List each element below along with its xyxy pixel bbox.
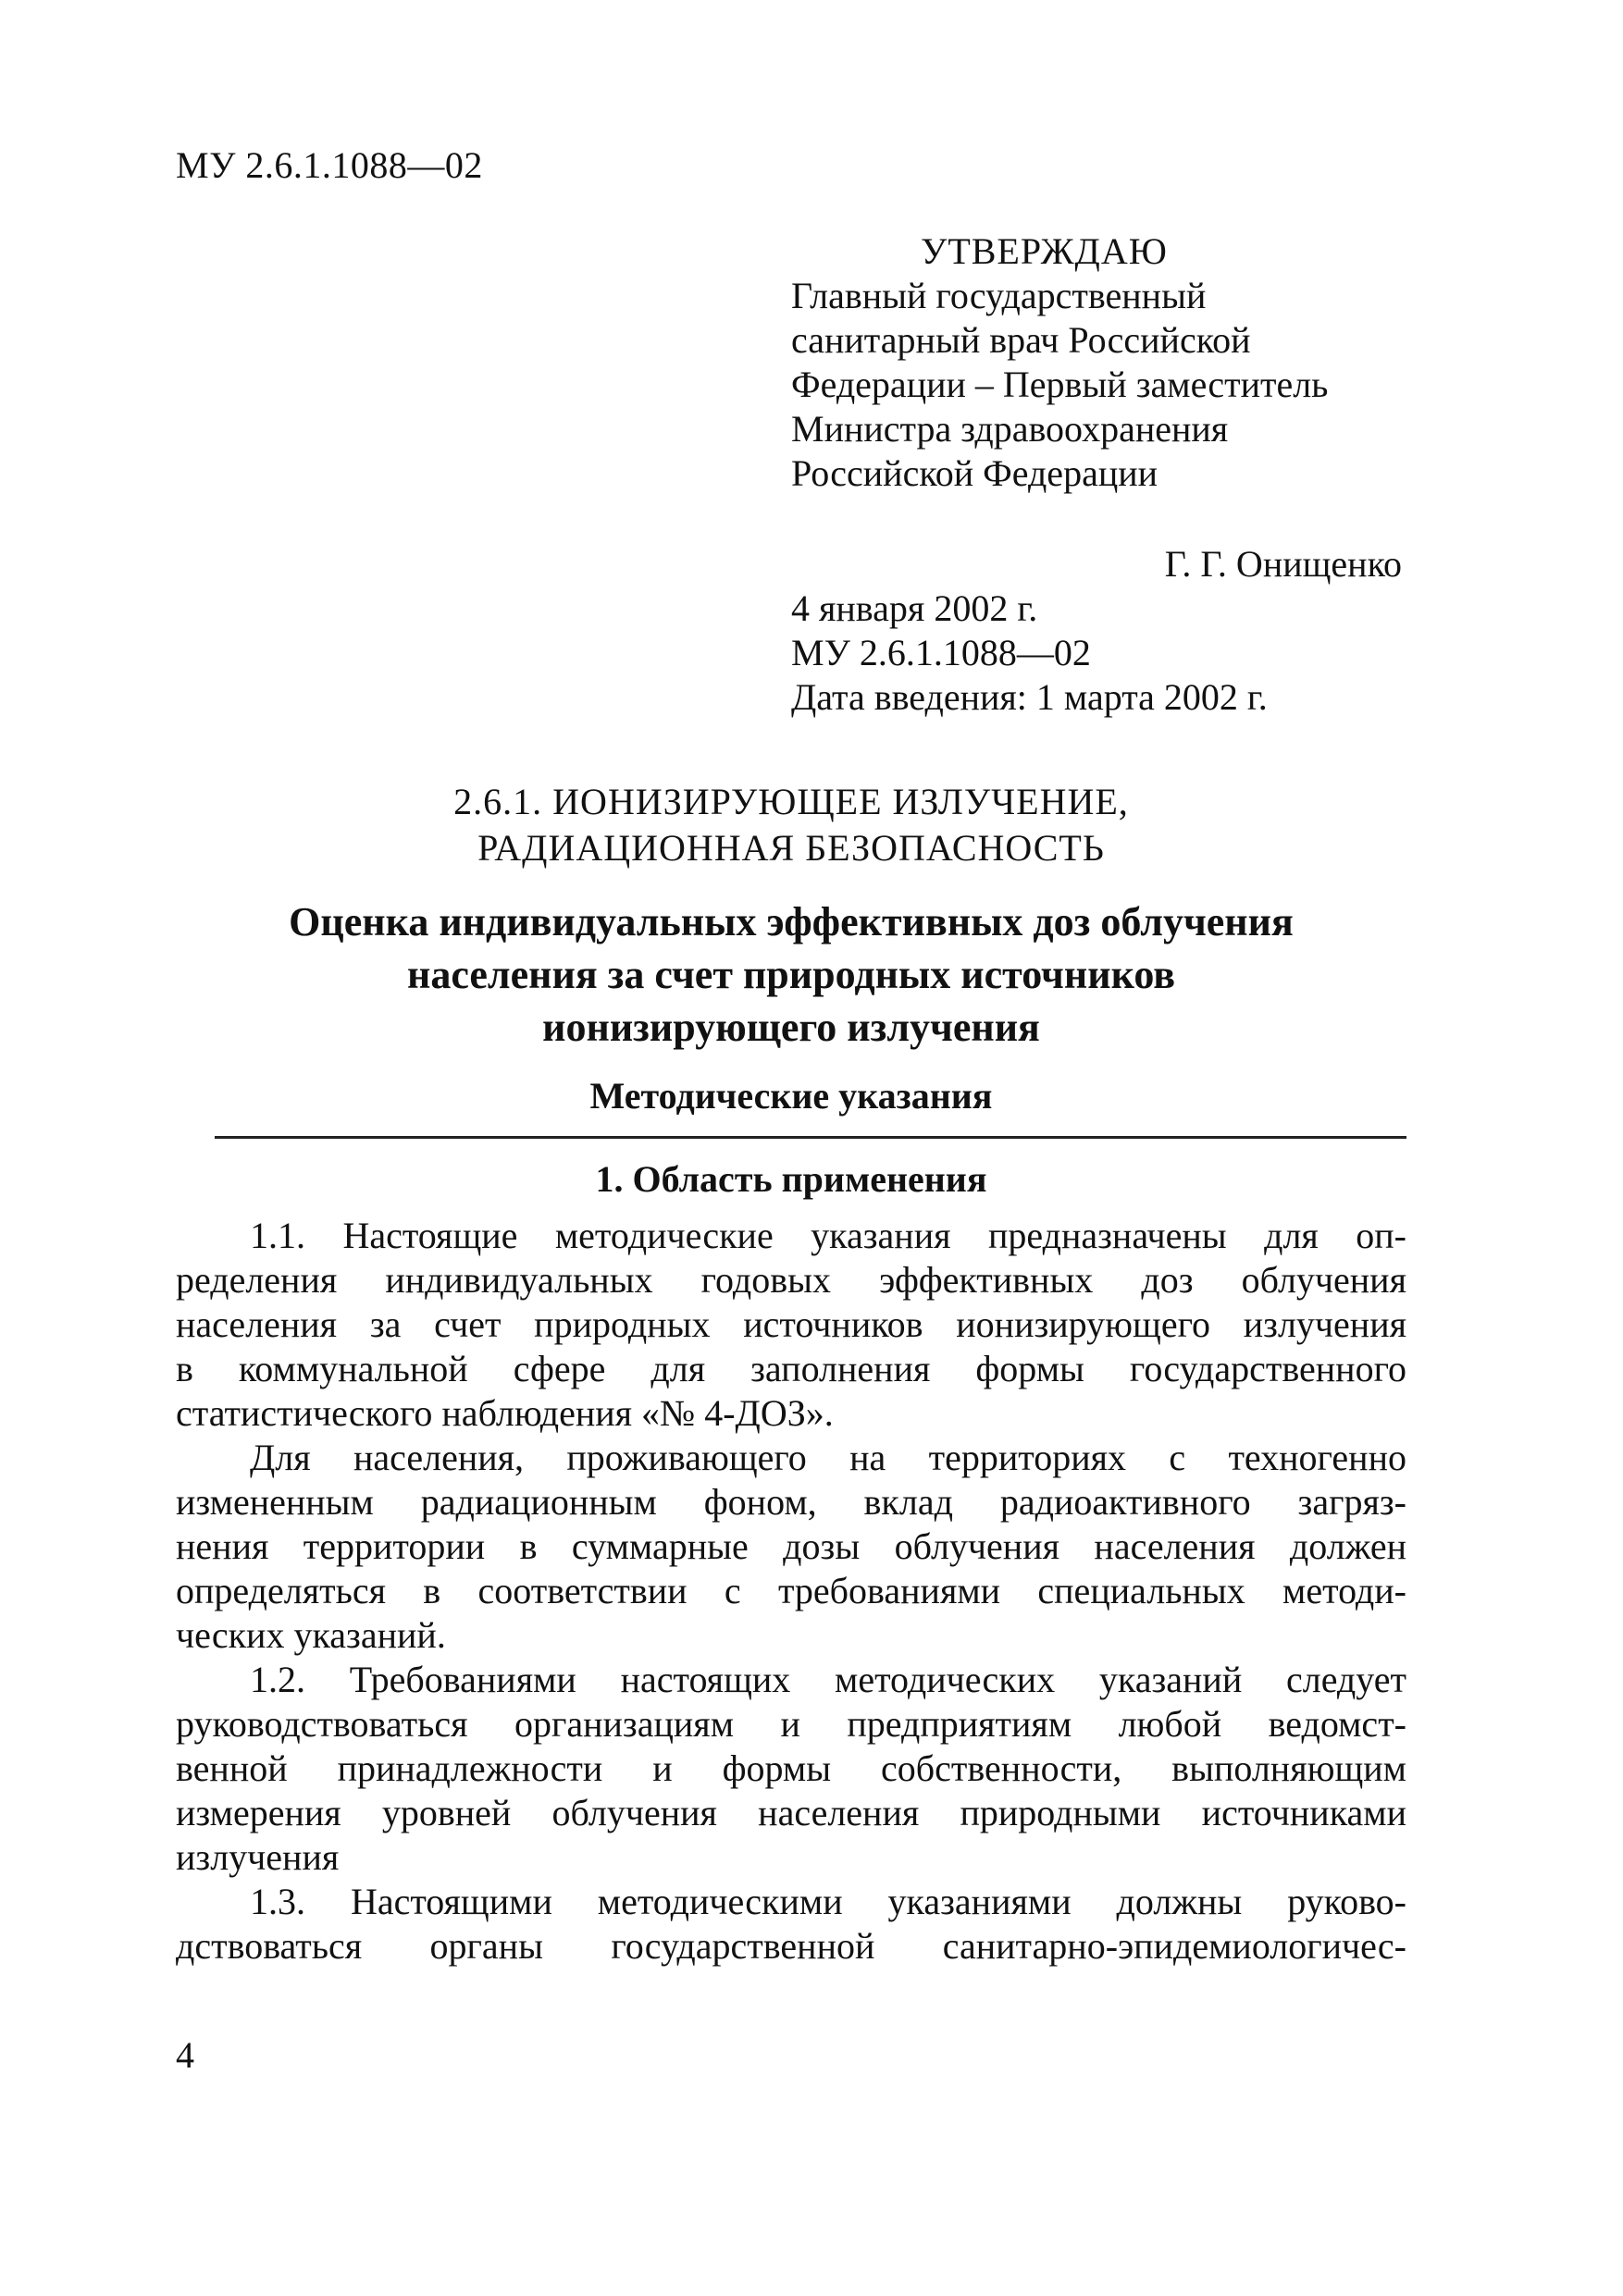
paragraph-line: в коммунальной сфере для заполнения формы государственного bbox=[176, 1348, 1406, 1389]
paragraph-line: 1.2. Требованиями настоящих методических указаний следует bbox=[250, 1659, 1406, 1700]
document-title-line: населения за счет природных источников bbox=[406, 952, 1176, 997]
paragraph-line: излучения bbox=[176, 1836, 340, 1878]
document-title bbox=[176, 895, 1406, 1054]
paragraph-line: ределения индивидуальных годовых эффективных доз облучения bbox=[176, 1259, 1406, 1301]
approval-block bbox=[791, 229, 1402, 720]
divider-rule bbox=[215, 1136, 1406, 1139]
paragraph-line: измерения уровней облучения населения природными источниками bbox=[176, 1792, 1406, 1833]
paragraph-line: определяться в соответствии с требованиями специальных методи- bbox=[176, 1570, 1406, 1611]
document-code: МУ 2.6.1.1088—02 bbox=[176, 144, 483, 186]
paragraph-line: населения за счет природных источников ионизирующего излучения bbox=[176, 1303, 1406, 1345]
approver-position-line: Главный государственный bbox=[791, 275, 1207, 316]
paragraph-line: Для населения, проживающего на территориях с техногенно bbox=[250, 1437, 1406, 1478]
section-category-line: РАДИАЦИОННАЯ БЕЗОПАСНОСТЬ bbox=[477, 827, 1105, 869]
approval-doc-code: МУ 2.6.1.1088—02 bbox=[791, 632, 1091, 673]
paragraph-line: 1.3. Настоящими методическими указаниями должны руково- bbox=[250, 1881, 1406, 1922]
paragraph-line: нения территории в суммарные дозы облучения населения должен bbox=[176, 1525, 1406, 1567]
approver-position-line: Федерации – Первый заместитель bbox=[791, 364, 1329, 405]
body-text bbox=[176, 1214, 1406, 1969]
section-category bbox=[176, 779, 1406, 871]
paragraph-line: 1.1. Настоящие методические указания предназначены для оп- bbox=[250, 1215, 1406, 1256]
paragraph-line: ческих указаний. bbox=[176, 1614, 446, 1656]
approver-position-line: санитарный врач Российской bbox=[791, 319, 1251, 361]
approval-heading: УТВЕРЖДАЮ bbox=[921, 230, 1168, 272]
approver-position-line: Министра здравоохранения bbox=[791, 408, 1229, 450]
paragraph-line: руководствоваться организациям и предприятиям любой ведомст- bbox=[176, 1703, 1406, 1745]
document-title-line: ионизирующего излучения bbox=[542, 1005, 1040, 1050]
paragraph-line: дствоваться органы государственной санитарно-эпидемиологичес- bbox=[176, 1925, 1406, 1967]
paragraph-line: венной принадлежности и формы собственности, выполняющим bbox=[176, 1747, 1406, 1789]
signatory-name: Г. Г. Онищенко bbox=[1164, 543, 1402, 585]
effective-date: Дата введения: 1 марта 2002 г. bbox=[791, 676, 1268, 718]
approval-date: 4 января 2002 г. bbox=[791, 587, 1038, 629]
document-subtitle: Методические указания bbox=[589, 1075, 993, 1117]
section-category-line: 2.6.1. ИОНИЗИРУЮЩЕЕ ИЗЛУЧЕНИЕ, bbox=[453, 781, 1129, 822]
paragraph-line: измененным радиационным фоном, вклад радиоактивного загряз- bbox=[176, 1481, 1406, 1523]
section-heading: 1. Область применения bbox=[595, 1158, 987, 1200]
paragraph-line: статистического наблюдения «№ 4-ДОЗ». bbox=[176, 1392, 834, 1434]
page-number: 4 bbox=[176, 2034, 194, 2076]
approver-position-line: Российской Федерации bbox=[791, 452, 1158, 494]
document-title-line: Оценка индивидуальных эффективных доз облучения bbox=[289, 899, 1294, 944]
